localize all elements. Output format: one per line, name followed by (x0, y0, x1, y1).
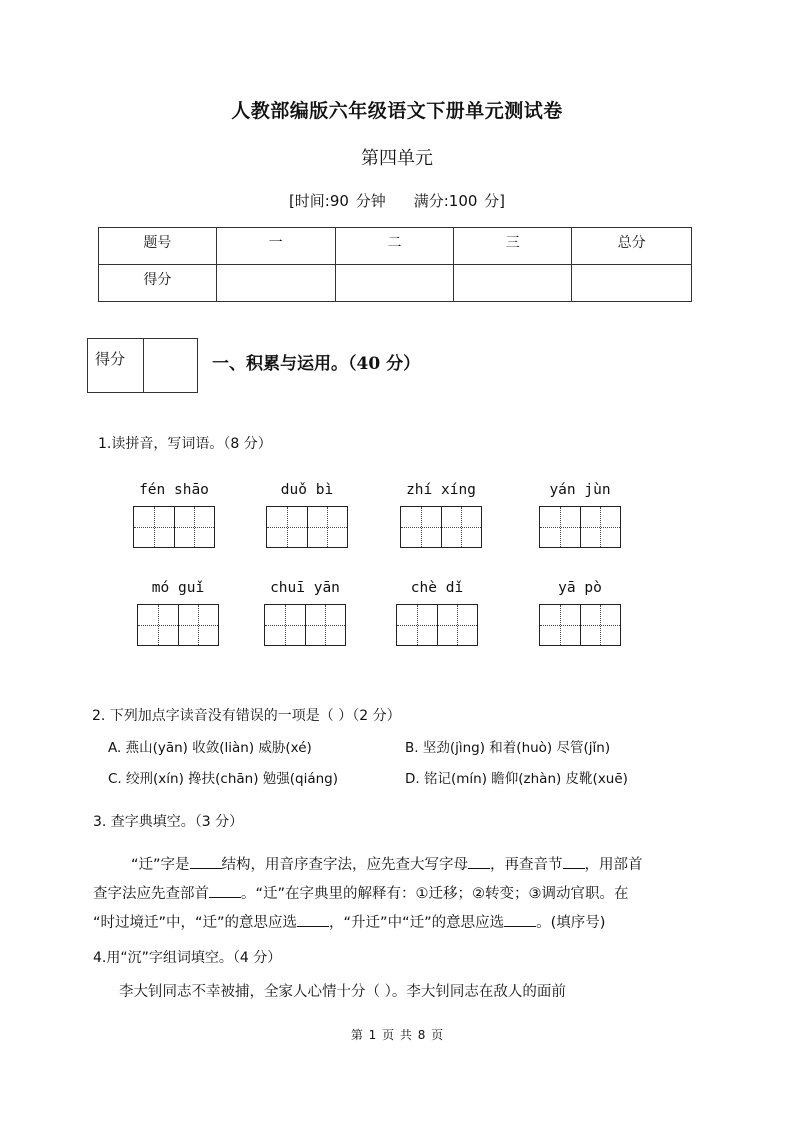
score-cell[interactable] (572, 265, 692, 302)
answer-blank[interactable] (297, 912, 329, 927)
header-cell: 总分 (572, 228, 692, 265)
score-cell[interactable] (335, 265, 454, 302)
writing-grid[interactable] (396, 604, 478, 646)
page-footer: 第 1 页 共 8 页 (350, 1028, 444, 1042)
option-b: B. 坚劲(jìng) 和着(huò) 尽管(jǐn) (405, 740, 611, 756)
question-3-line-1 (131, 851, 643, 880)
section-score-label: 得分 (88, 339, 144, 392)
document-title: 人教部编版六年级语文下册单元测试卷 (231, 100, 563, 122)
pinyin-text: yā pò (558, 580, 602, 596)
score-cell[interactable] (454, 265, 572, 302)
header-cell: 一 (216, 228, 335, 265)
question-3-line-3 (93, 909, 605, 938)
text: ，再查音节 (490, 857, 563, 873)
header-cell: 二 (335, 228, 454, 265)
writing-grid[interactable] (400, 506, 482, 548)
pinyin-text: chè dǐ (410, 580, 464, 596)
full-score-label: 满分:100 分] (413, 192, 506, 210)
option-a: A. 燕山(yān) 收敛(liàn) 威胁(xé) (108, 740, 312, 756)
text: ，用部首 (584, 857, 643, 873)
pinyin-text: fén shāo (139, 482, 209, 498)
answer-blank[interactable] (468, 854, 490, 869)
option-c: C. 绞刑(xín) 搀扶(chān) 勉强(qiáng) (108, 771, 339, 787)
score-row-label: 得分 (99, 265, 217, 302)
unit-title: 第四单元 (361, 148, 433, 169)
pinyin-text: mó guǐ (151, 580, 205, 596)
question-3-prompt: 3. 查字典填空。（3 分） (93, 814, 244, 830)
text: “迁”字是 (131, 857, 190, 873)
answer-blank[interactable] (563, 854, 585, 869)
text: 结构，用音序查字法，应先查大写字母 (221, 857, 469, 873)
question-4-line-1: 李大钊同志不幸被捕，全家人心情十分（ ）。李大钊同志在敌人的面前 (119, 984, 566, 1000)
question-2-prompt: 2. 下列加点字读音没有错误的一项是（ ）（2 分） (92, 708, 401, 724)
text: 。“迁”在字典里的解释有：①迁移；②转变；③调动官职。在 (241, 886, 629, 902)
answer-blank[interactable] (504, 912, 536, 927)
time-label: [时间:90 分钟 (288, 192, 386, 210)
question-1-prompt: 1.读拼音，写词语。（8 分） (98, 436, 272, 452)
question-4-prompt: 4.用“沉”字组词填空。（4 分） (93, 950, 282, 966)
text: “时过境迁”中，“迁”的意思应选 (93, 915, 298, 931)
header-cell: 三 (454, 228, 572, 265)
pinyin-text: zhí xíng (406, 482, 476, 498)
section-score-field[interactable] (144, 339, 197, 392)
text: 查字法应先查部首 (93, 886, 209, 902)
answer-blank[interactable] (190, 854, 222, 869)
section-title: 一、积累与运用。（40 分） (212, 354, 421, 374)
writing-grid[interactable] (133, 506, 215, 548)
score-cell[interactable] (216, 265, 335, 302)
pinyin-text: duǒ bì (280, 482, 334, 498)
text: 。(填序号) (536, 915, 606, 931)
writing-grid[interactable] (266, 506, 348, 548)
answer-blank[interactable] (209, 883, 241, 898)
question-3-line-2 (93, 880, 629, 909)
pinyin-text: chuī yān (270, 580, 340, 596)
writing-grid[interactable] (264, 604, 346, 646)
exam-time-info (0, 190, 794, 211)
header-cell: 题号 (99, 228, 217, 265)
section-score-box (87, 338, 198, 393)
pinyin-text: yán jùn (549, 482, 611, 498)
score-table-header-row (99, 228, 692, 265)
score-table-score-row (99, 265, 692, 302)
writing-grid[interactable] (539, 604, 621, 646)
writing-grid[interactable] (137, 604, 219, 646)
text: ，“升迁”中“迁”的意思应选 (329, 915, 505, 931)
option-d: D. 铭记(mín) 瞻仰(zhàn) 皮靴(xuē) (405, 771, 628, 787)
writing-grid[interactable] (539, 506, 621, 548)
score-table (98, 227, 692, 302)
